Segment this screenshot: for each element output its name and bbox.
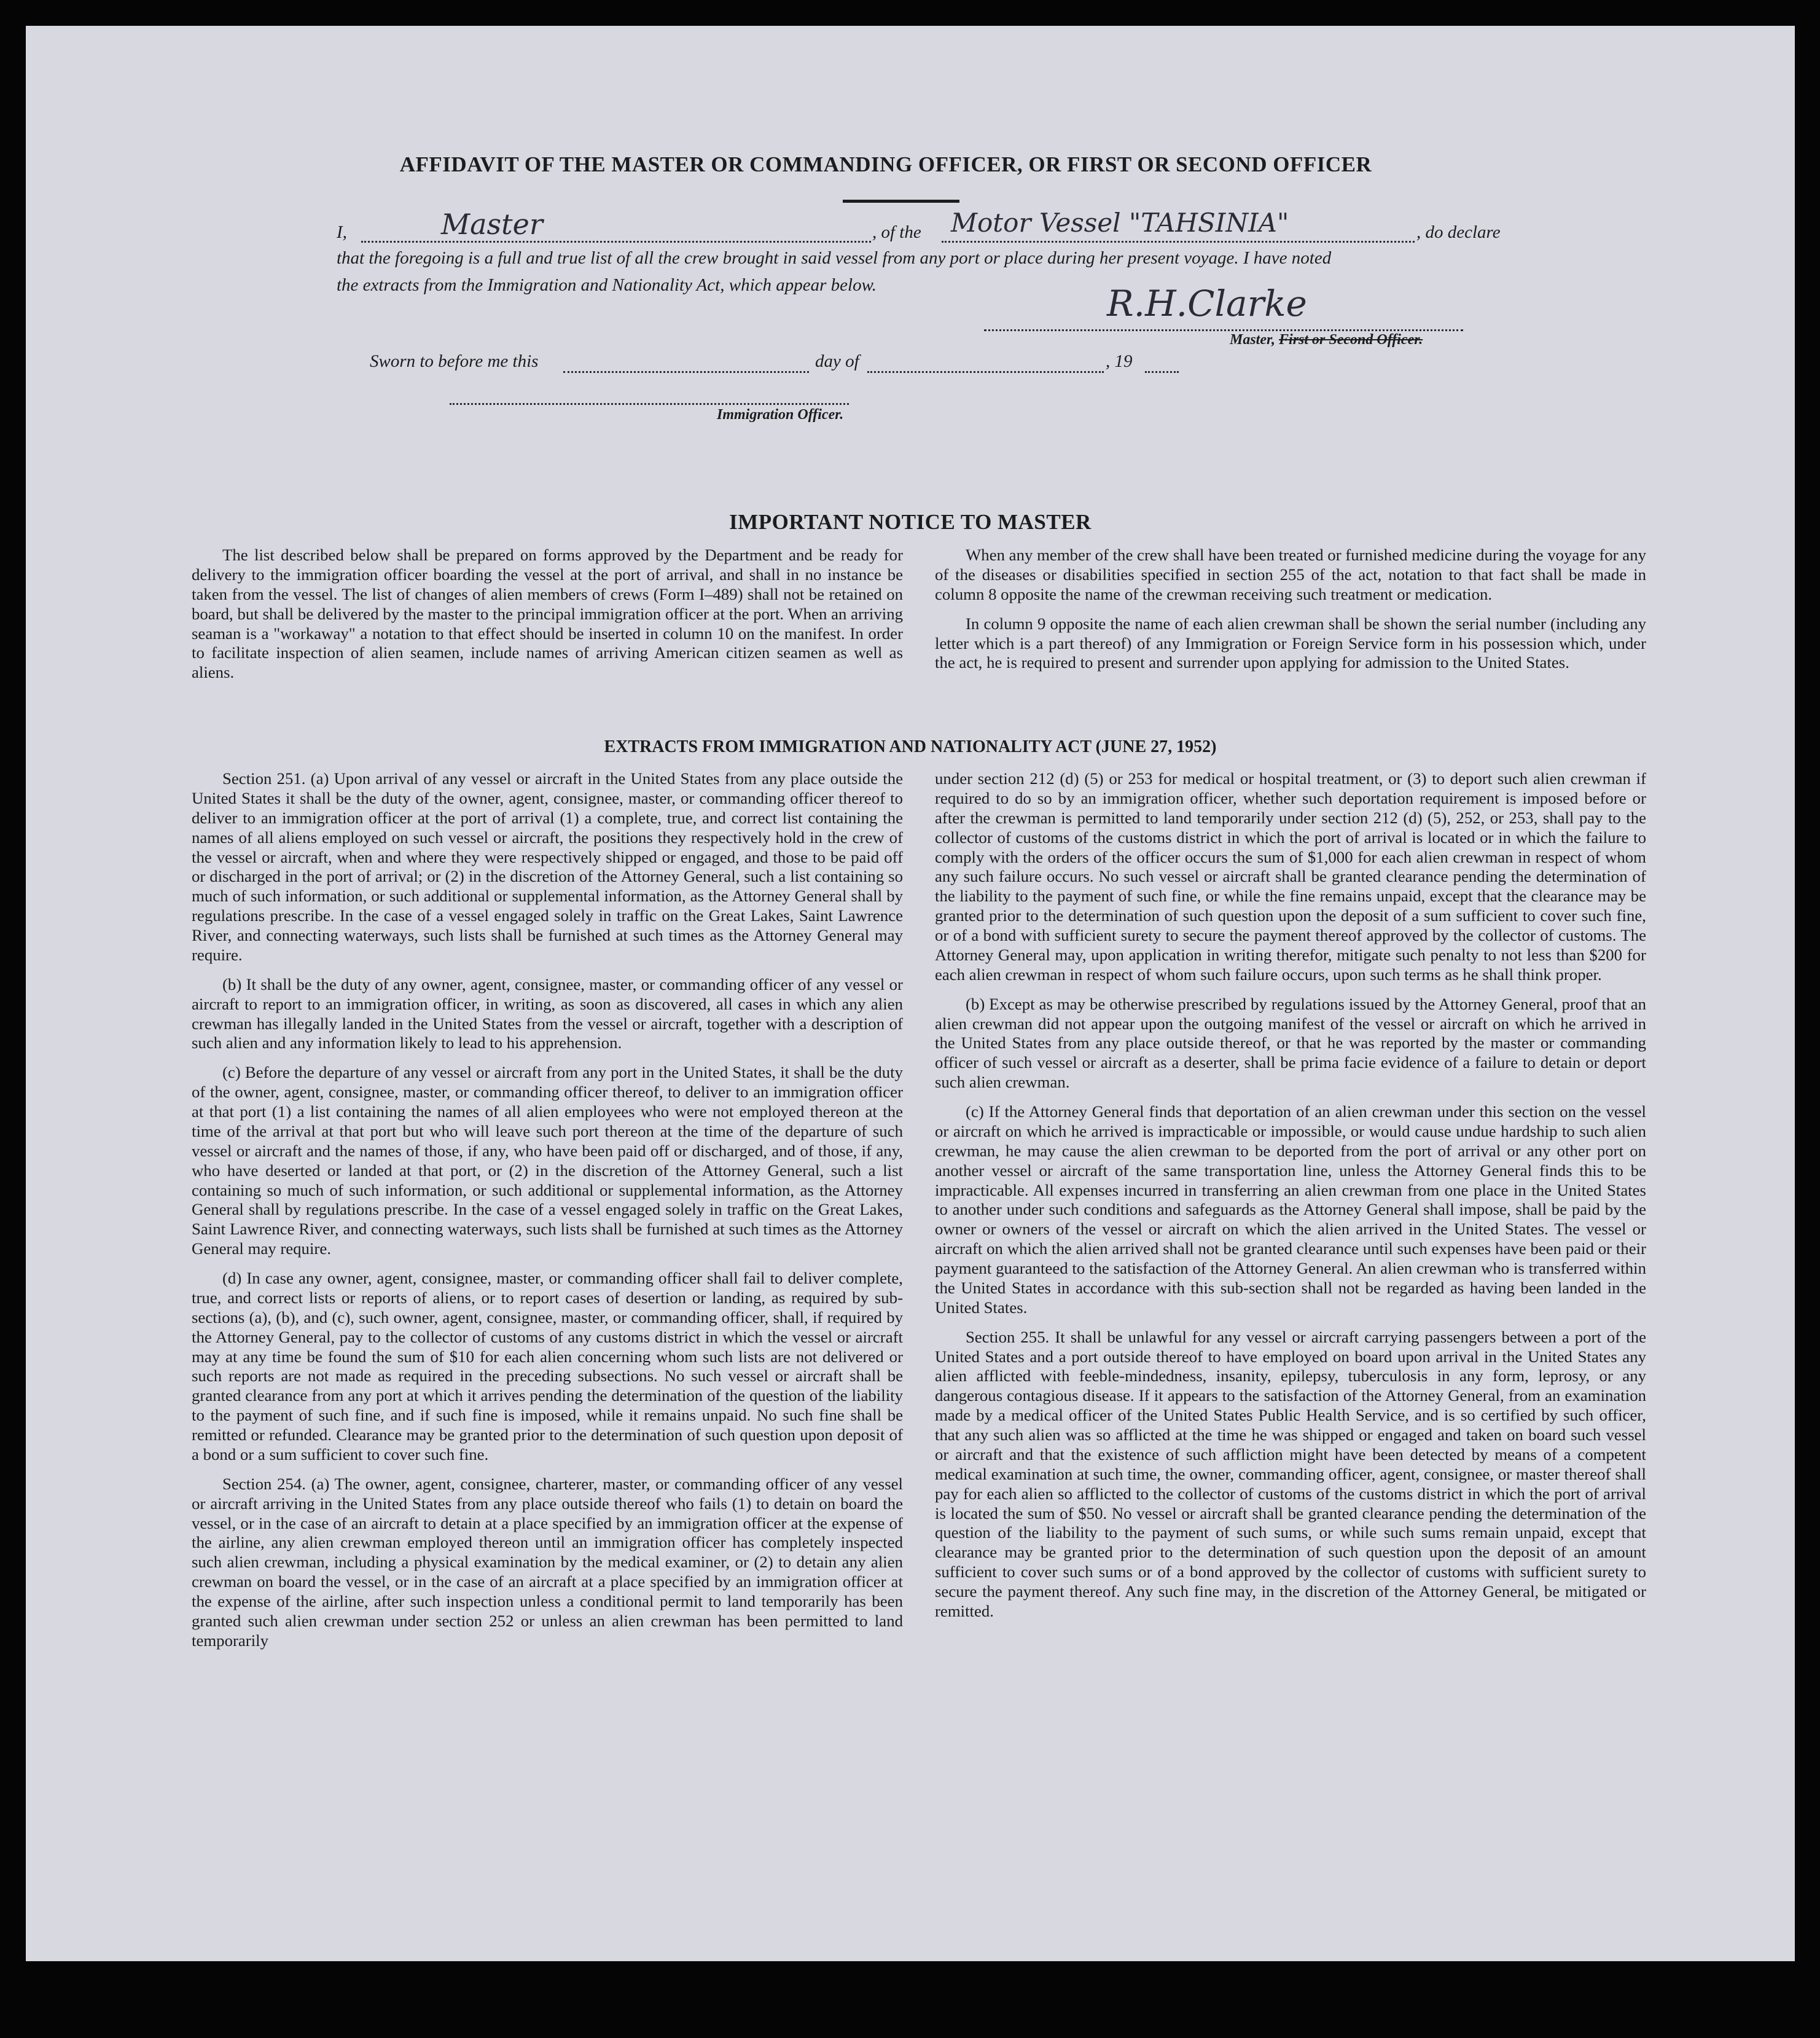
notice-right-paragraph-1: When any member of the crew shall have been treated or furnished medicine during the voyage for any of the diseases or disabilities specified in section 255 of the act, notation to that fact shall be made in column 8 opposite the name of the crewman receiving such treatment or medication. [935,546,1646,603]
section-251-c: (c) Before the departure of any vessel or aircraft from any port in the United States, it shall be the duty of the owner, agent, consignee, master, or commanding officer thereof, to deliver to an immigration officer at that port (1) a list containing the names of all alien employees who were not employed thereon at the time of the arrival at that port but who will leave such port thereon at the time of the departure of such vessel or aircraft and the names of those, if any, who have been paid off or discharged, and of those, if any, who have deserted or landed at that port, or (2) in the discretion of the Attorney General, such a list containing so much of such information, or such additional or supplemental information, as the Attorney General shall by regulations prescribe. In the case of a vessel engaged solely in traffic on the Great Lakes, Saint Lawrence River, and connecting waterways, such lists shall be furnished at such times as the Attorney General may require. [192,1063,903,1258]
statement-line-1: that the foregoing is a full and true list of all the crew brought in said vessel from any port or place during her present voyage. I have noted [337,248,1332,268]
title-rule [843,200,959,203]
signature-line [984,327,1463,331]
section-254-b: (b) Except as may be otherwise prescribed by regulations issued by the Attorney General, proof that an alien crewman did not appear upon the outgoing manifest of the vessel or aircraft on which he arrived in the United States from any place outside thereof, or that he was reported by the master or commanding officer of such vessel or aircraft as a deserter, shall be prima facie evidence of a failure to detain or deport such alien crewman. [935,994,1646,1092]
i-label: I, [337,222,347,242]
notice-right-column [935,546,1646,683]
sworn-label: Sworn to before me this [370,351,539,371]
signature-caption [1230,332,1423,348]
signature-caption-prefix: Master, [1230,332,1276,348]
document-page [26,26,1795,1961]
notice-left-column [192,546,903,692]
vessel-value: Motor Vessel "TAHSINIA" [951,208,1289,238]
sworn-line [370,351,1230,382]
sworn-month-line [867,369,1104,373]
year-label: , 19 [1106,351,1133,371]
name-field-line [361,238,871,243]
section-254-c: (c) If the Attorney General finds that deportation of an alien crewman under this section on the vessel or aircraft on which he arrived is impracticable or impossible, or would cause undue hardship to such alien crewman, he may cause the alien crewman to be deported from the port of arrival or any other port on another vessel or aircraft of the same transportation line, unless the Attorney General finds this to be impracticable. All expenses incurred in transferring an alien crewman from one place in the United States to another under such conditions and safeguards as the Attorney General shall impose, shall be paid by the owner or owners of the vessel or aircraft on which the alien arrived in the United States. The vessel or aircraft on which the alien arrived shall not be granted clearance until such expenses have been paid or their payment guaranteed to the satisfaction of the Attorney General. An alien crewman who is transferred within the United States in accordance with this sub-section shall not be regarded as having been landed in the United States. [935,1102,1646,1317]
affidavit-title: AFFIDAVIT OF THE MASTER OR COMMANDING OFFICER, OR FIRST OR SECOND OFFICER [399,152,1372,176]
sworn-day-line [563,369,809,373]
immigration-officer-line [450,401,849,405]
extracts-heading: EXTRACTS FROM IMMIGRATION AND NATIONALITY ACT (JUNE 27, 1952) [604,737,1217,756]
notice-left-paragraph: The list described below shall be prepared on forms approved by the Department and be ready for delivery to the immigration officer boarding the vessel at the port of arrival, and shall in no instance be taken from the vessel. The list of changes of alien members of crews (Form I–489) shall not be retained on board, but shall be delivered by the master to the principal immigration officer at the port. When an arriving seaman is a "workaway" a notation to that effect should be inserted in column 10 on the manifest. In order to facilitate inspection of alien seamen, include names of arriving American citizen seamen as well as aliens. [192,546,903,682]
section-254-a: Section 254. (a) The owner, agent, consignee, charterer, master, or commanding officer of any vessel or aircraft arriving in the United States from any place outside thereof who fails (1) to detain on board the vessel, or in the case of an aircraft to detain at a place specified by an immigration officer at the expense of the airline, any alien crewman employed thereon until an immigration officer has completely inspected such alien crewman, including a physical examination by the medical examiner, or (2) to detain any alien crewman on board the vessel, or in the case of an aircraft at a place specified by an immigration officer at the expense of the airline, after such inspection unless a conditional permit to land temporarily has been granted such alien crewman under section 252 or unless an alien crewman has been permitted to land temporarily [192,1474,903,1650]
notice-right-paragraph-2: In column 9 opposite the name of each alien crewman shall be shown the serial number (including any letter which is a part thereof) of any Immigration or Foreign Service form in his possession which, under the act, he is required to present and surrender upon applying for admission to the United States. [935,614,1646,672]
section-254-a-continued: under section 212 (d) (5) or 253 for medical or hospital treatment, or (3) to deport such alien crewman if required to do so by an immigration officer, whether such deportation requirement is imposed before or after the crewman is permitted to land temporarily under section 212 (d) (5), 252, or 253, shall pay to the collector of customs of the customs district in which the port of arrival is located or in which the failure to comply with the orders of the officer occurs the sum of $1,000 for each alien crewman in respect of whom any such failure occurs. No such vessel or aircraft shall be granted clearance pending the determination of the liability to the payment of such fine, or while the fine remains unpaid, except that the clearance may be granted prior to the determination of such question upon the deposit of a sum sufficient to cover such fine, or of a bond with sufficient surety to secure the payment thereof approved by the collector of customs. The Attorney General may, upon application in writing therefor, mitigate such penalty to not less than $200 for each alien crewman in respect of whom such failure occurs, upon such terms as he shall think proper. [935,769,1646,984]
extracts-right-column [935,769,1646,1631]
declaration-line [337,210,1504,247]
name-value: Master [441,208,543,241]
section-255: Section 255. It shall be unlawful for any vessel or aircraft carrying passengers between a port of the United States and a port outside thereof to have employed on board upon arrival in the United States any alien afflicted with feeble-mindedness, insanity, epilepsy, tuberculosis in any form, leprosy, or any dangerous contagious disease. If it appears to the satisfaction of the Attorney General, from an examination made by a medical officer of the United States Public Health Service, and is so certified by such officer, that any such alien was so afflicted at the time he was shipped or engaged and taken on board such vessel or aircraft and that the existence of such affliction might have been detected by means of a competent medical examination at such time, the owner, commanding officer, agent, consignee, or master thereof shall pay for each alien so afflicted to the collector of customs of the customs district in which the port of arrival is located the sum of $50. No vessel or aircraft shall be granted clearance pending the determination of the question of the liability to the payment of such sums, or while such sums remain unpaid, except that clearance may be granted prior to the determination of such question upon the deposit of an amount sufficient to cover such sums or of a bond approved by the collector of customs with sufficient surety to secure the payment thereof. Any such fine may, in the discretion of the Attorney General, be mitigated or remitted. [935,1327,1646,1620]
sworn-year-line [1145,369,1179,373]
section-251-a: Section 251. (a) Upon arrival of any vessel or aircraft in the United States from any place outside the United States it shall be the duty of the owner, agent, consignee, master, or commanding officer thereof to deliver to an immigration officer at the port of arrival (1) a complete, true, and correct list containing the names of all aliens employed on such vessel or aircraft, the positions they respectively hold in the crew of the vessel or aircraft, when and where they were respectively shipped or engaged, and those to be paid off or discharged in the port of arrival; or (2) in the discretion of the Attorney General, such a list containing so much of such information, or such additional or supplemental information, as the Attorney General shall by regulations prescribe. In the case of a vessel engaged solely in traffic on the Great Lakes, Saint Lawrence River, and connecting waterways, such lists shall be furnished at such times as the Attorney General may require. [192,769,903,964]
day-of-label: day of [815,351,859,371]
section-251-b: (b) It shall be the duty of any owner, agent, consignee, master, or commanding officer of any vessel or aircraft to report to an immigration officer, in writing, as soon as discovered, all cases in which any alien crewman has illegally landed in the United States from the vessel or aircraft, together with a description of such alien and any information likely to lead to his apprehension. [192,974,903,1052]
do-declare-label: , do declare [1416,222,1501,242]
signature-caption-struck: First or Second Officer. [1279,332,1423,348]
of-the-label: , of the [872,222,921,242]
notice-heading: IMPORTANT NOTICE TO MASTER [729,510,1092,534]
vessel-field-line [942,238,1415,243]
immigration-officer-caption: Immigration Officer. [717,407,844,423]
signature-value: R.H.Clarke [1107,283,1307,324]
section-251-d: (d) In case any owner, agent, consignee, master, or commanding officer shall fail to deliver complete, true, and correct lists or reports of aliens, or to report cases of desertion or landing, as required by sub-sections (a), (b), and (c), such owner, agent, consignee, master, or commanding officer, shall, if required by the Attorney General, pay to the collector of customs of any customs district in which the vessel or aircraft may at any time be found the sum of $10 for each alien concerning whom such lists are not delivered or such reports are not made as required in the preceding subsections. No such vessel or aircraft shall be granted clearance from any port at which it arrives pending the determination of the question of the liability to the payment of such fine, and if such fine is imposed, while it remains unpaid. No such fine shall be remitted or refunded. Clearance may be granted prior to the determination of such question upon deposit of a bond or a sum sufficient to cover such fine. [192,1269,903,1464]
statement-line-2: the extracts from the Immigration and Nationality Act, which appear below. [337,275,877,295]
extracts-left-column [192,769,903,1661]
